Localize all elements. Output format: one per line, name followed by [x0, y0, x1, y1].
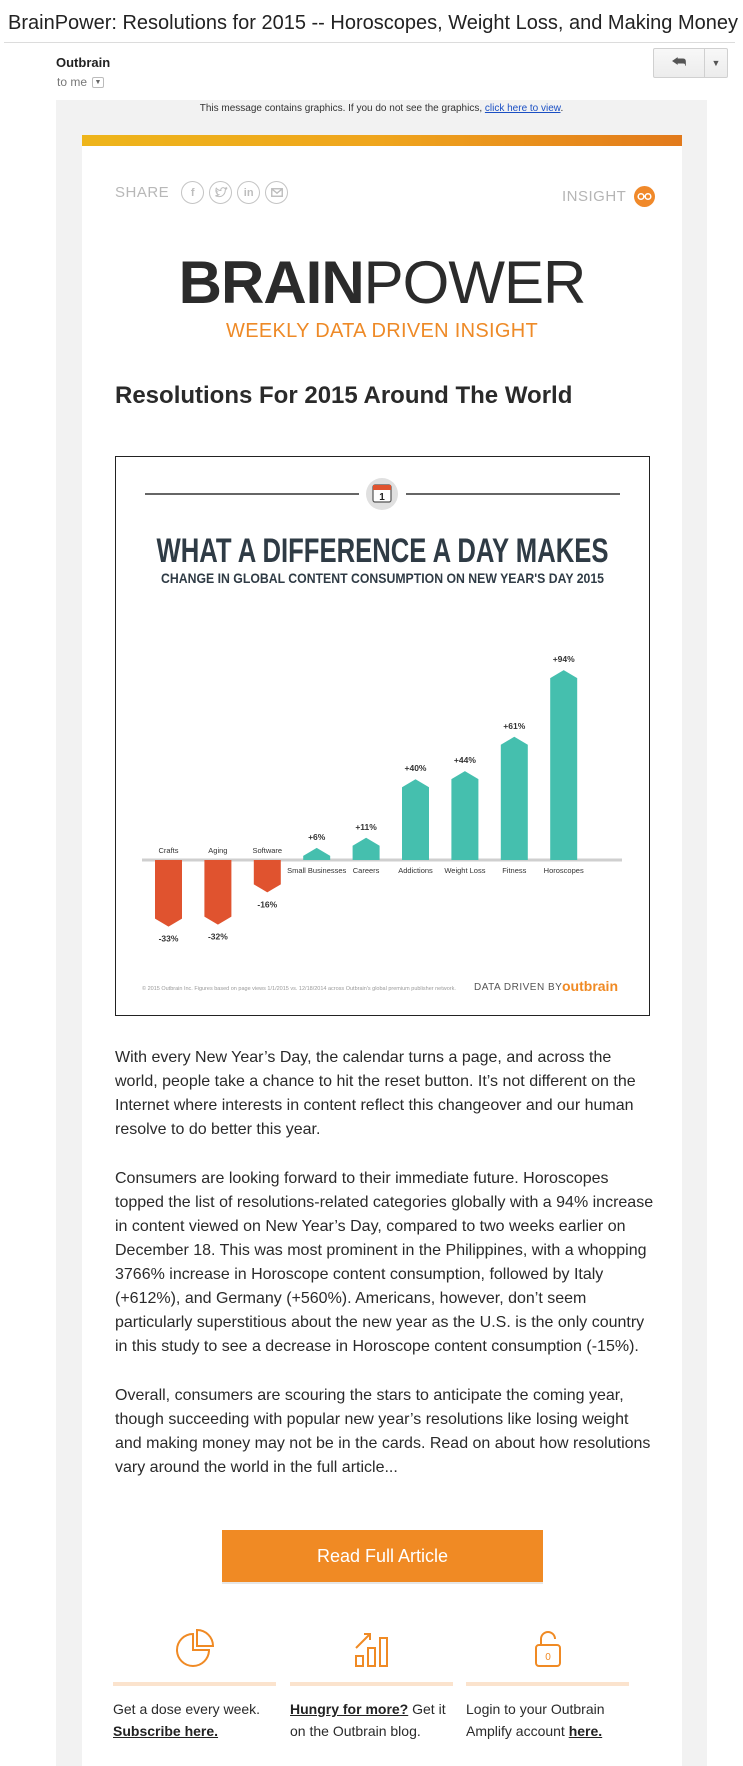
pie-chart-icon	[113, 1626, 276, 1670]
feature-divider	[466, 1682, 629, 1686]
share-row	[115, 181, 288, 204]
body-paragraph-2: Consumers are looking forward to their immediate future. Horoscopes topped the list of resolutions-related categories globally with a 94% increase in content viewed on New Year’s Day, compared to two weeks earlier on December 18. This was most prominent in the Philippines, with a whopping 3766% increase in Horoscope content consumption, followed by Italy (+612%), and Germany (+560%). Americans, however, don’t seem particularly superstitious about the new year as the U.S. is the only country in this study to see a decrease in Horoscope content consumption (-15%).	[115, 1170, 654, 1355]
bar-weight-loss	[451, 771, 478, 860]
blog-link[interactable]: Hungry for more?	[290, 1701, 409, 1717]
category-label-weight-loss: Weight Loss	[444, 866, 486, 875]
feature-text	[290, 1698, 453, 1742]
feature-text-post: Get it on the Outbrain blog.	[290, 1701, 446, 1739]
value-label-horoscopes: +94%	[552, 654, 575, 665]
sender-name[interactable]: Outbrain	[56, 55, 111, 70]
share-label: SHARE	[115, 184, 170, 201]
infographic-subtitle: CHANGE IN GLOBAL CONTENT CONSUMPTION ON NEW YEAR'S DAY 2015	[161, 570, 605, 586]
more-actions-button[interactable]	[705, 48, 728, 78]
notice-end: .	[560, 103, 564, 114]
facebook-icon[interactable]: f	[181, 181, 204, 204]
feature-blog	[290, 1626, 453, 1742]
category-label-crafts: Crafts	[158, 846, 179, 855]
brand-light: POWER	[363, 249, 586, 316]
graphics-notice	[56, 103, 707, 114]
recipient-line	[57, 75, 104, 89]
bar-fitness	[501, 737, 528, 860]
feature-text	[466, 1698, 629, 1742]
feature-text	[113, 1698, 276, 1742]
notice-text: This message contains graphics. If you do not see the graphics,	[199, 103, 483, 114]
login-link[interactable]: here.	[568, 1723, 603, 1739]
data-driven-label: DATA DRIVEN BY	[474, 982, 563, 993]
category-label-software: Software	[252, 846, 283, 855]
reply-arrow-icon: ⮪	[671, 54, 687, 71]
infographic-chart	[116, 457, 649, 1015]
category-label-fitness: Fitness	[502, 866, 527, 875]
value-label-fitness: +61%	[503, 720, 526, 731]
category-label-addictions: Addictions	[398, 866, 433, 875]
subject-divider	[4, 42, 735, 43]
calendar-day: 1	[379, 492, 385, 503]
feature-divider	[113, 1682, 276, 1686]
bars-group	[155, 654, 584, 944]
infographic-footnote: © 2015 Outbrain Inc. Figures based on page views 1/1/2015 vs. 12/18/2014 across Outbrain's global premium publisher network.	[142, 986, 456, 992]
outbrain-logo: outbrain	[562, 978, 618, 994]
feature-text-pre: Login to your Outbrain Amplify account	[466, 1701, 605, 1739]
value-label-crafts: -33%	[158, 933, 179, 944]
insight-badge[interactable]	[562, 186, 655, 207]
category-label-small-businesses: Small Businesses	[287, 866, 347, 875]
insight-label: INSIGHT	[562, 188, 627, 205]
linkedin-icon[interactable]: in	[237, 181, 260, 204]
feature-divider	[290, 1682, 453, 1686]
calendar-icon	[366, 478, 398, 510]
value-label-weight-loss: +44%	[453, 755, 476, 766]
infographic-title: WHAT A DIFFERENCE A DAY MAKES	[156, 532, 609, 570]
infographic[interactable]	[115, 456, 650, 1016]
value-label-software: -16%	[257, 899, 278, 910]
lock-icon	[466, 1626, 629, 1670]
bar-careers	[353, 838, 380, 860]
category-label-careers: Careers	[352, 866, 380, 875]
brand-bold: BRAIN	[178, 249, 364, 316]
email-subject: BrainPower: Resolutions for 2015 -- Horoscopes, Weight Loss, and Making Money	[8, 12, 738, 34]
category-label-aging: Aging	[208, 846, 228, 855]
bar-crafts	[155, 860, 182, 927]
body-paragraph-1: With every New Year’s Day, the calendar turns a page, and across the world, people take a chance to hit the reset button. It’s not different on the Internet where interests in content reflect this changeover and our human resolve to do better this year.	[115, 1049, 636, 1138]
view-online-link[interactable]: click here to view	[484, 103, 561, 114]
insight-glasses-icon	[634, 186, 655, 207]
brand-tagline: WEEKLY DATA DRIVEN INSIGHT	[226, 320, 538, 342]
bar-aging	[204, 860, 231, 925]
brainpower-logo	[82, 250, 682, 316]
value-label-addictions: +40%	[404, 763, 427, 774]
bar-horoscopes	[550, 670, 577, 860]
chevron-down-icon: ▼	[711, 58, 721, 68]
subscribe-link[interactable]: Subscribe here.	[113, 1723, 219, 1739]
reply-button[interactable]	[653, 48, 705, 78]
reply-controls	[653, 48, 728, 78]
read-full-article-button[interactable]: Read Full Article	[222, 1530, 543, 1582]
email-icon[interactable]	[265, 181, 288, 204]
value-label-aging: -32%	[207, 931, 228, 942]
feature-login	[466, 1626, 629, 1742]
bar-software	[254, 860, 281, 892]
article-headline: Resolutions For 2015 Around The World	[115, 382, 573, 409]
bar-chart-icon	[290, 1626, 453, 1670]
svg-text:0: 0	[544, 1652, 551, 1663]
body-paragraph-3: Overall, consumers are scouring the stars to anticipate the coming year, though succeeding with popular new year’s resolutions like losing weight and making money may not be in the cards. Read on about how resolutions vary around the world in the full article...	[115, 1387, 651, 1476]
feature-subscribe	[113, 1626, 276, 1742]
recipient-label: to me	[57, 75, 88, 89]
value-label-small-businesses: +6%	[308, 831, 326, 842]
bar-small-businesses	[303, 848, 330, 860]
category-label-horoscopes: Horoscopes	[543, 866, 584, 875]
accent-top-bar	[82, 135, 682, 146]
details-chevron-down-icon[interactable]: ▼	[92, 77, 104, 88]
bar-addictions	[402, 779, 429, 860]
twitter-icon[interactable]	[209, 181, 232, 204]
feature-text-pre: Get a dose every week.	[113, 1701, 261, 1717]
value-label-careers: +11%	[355, 821, 377, 832]
